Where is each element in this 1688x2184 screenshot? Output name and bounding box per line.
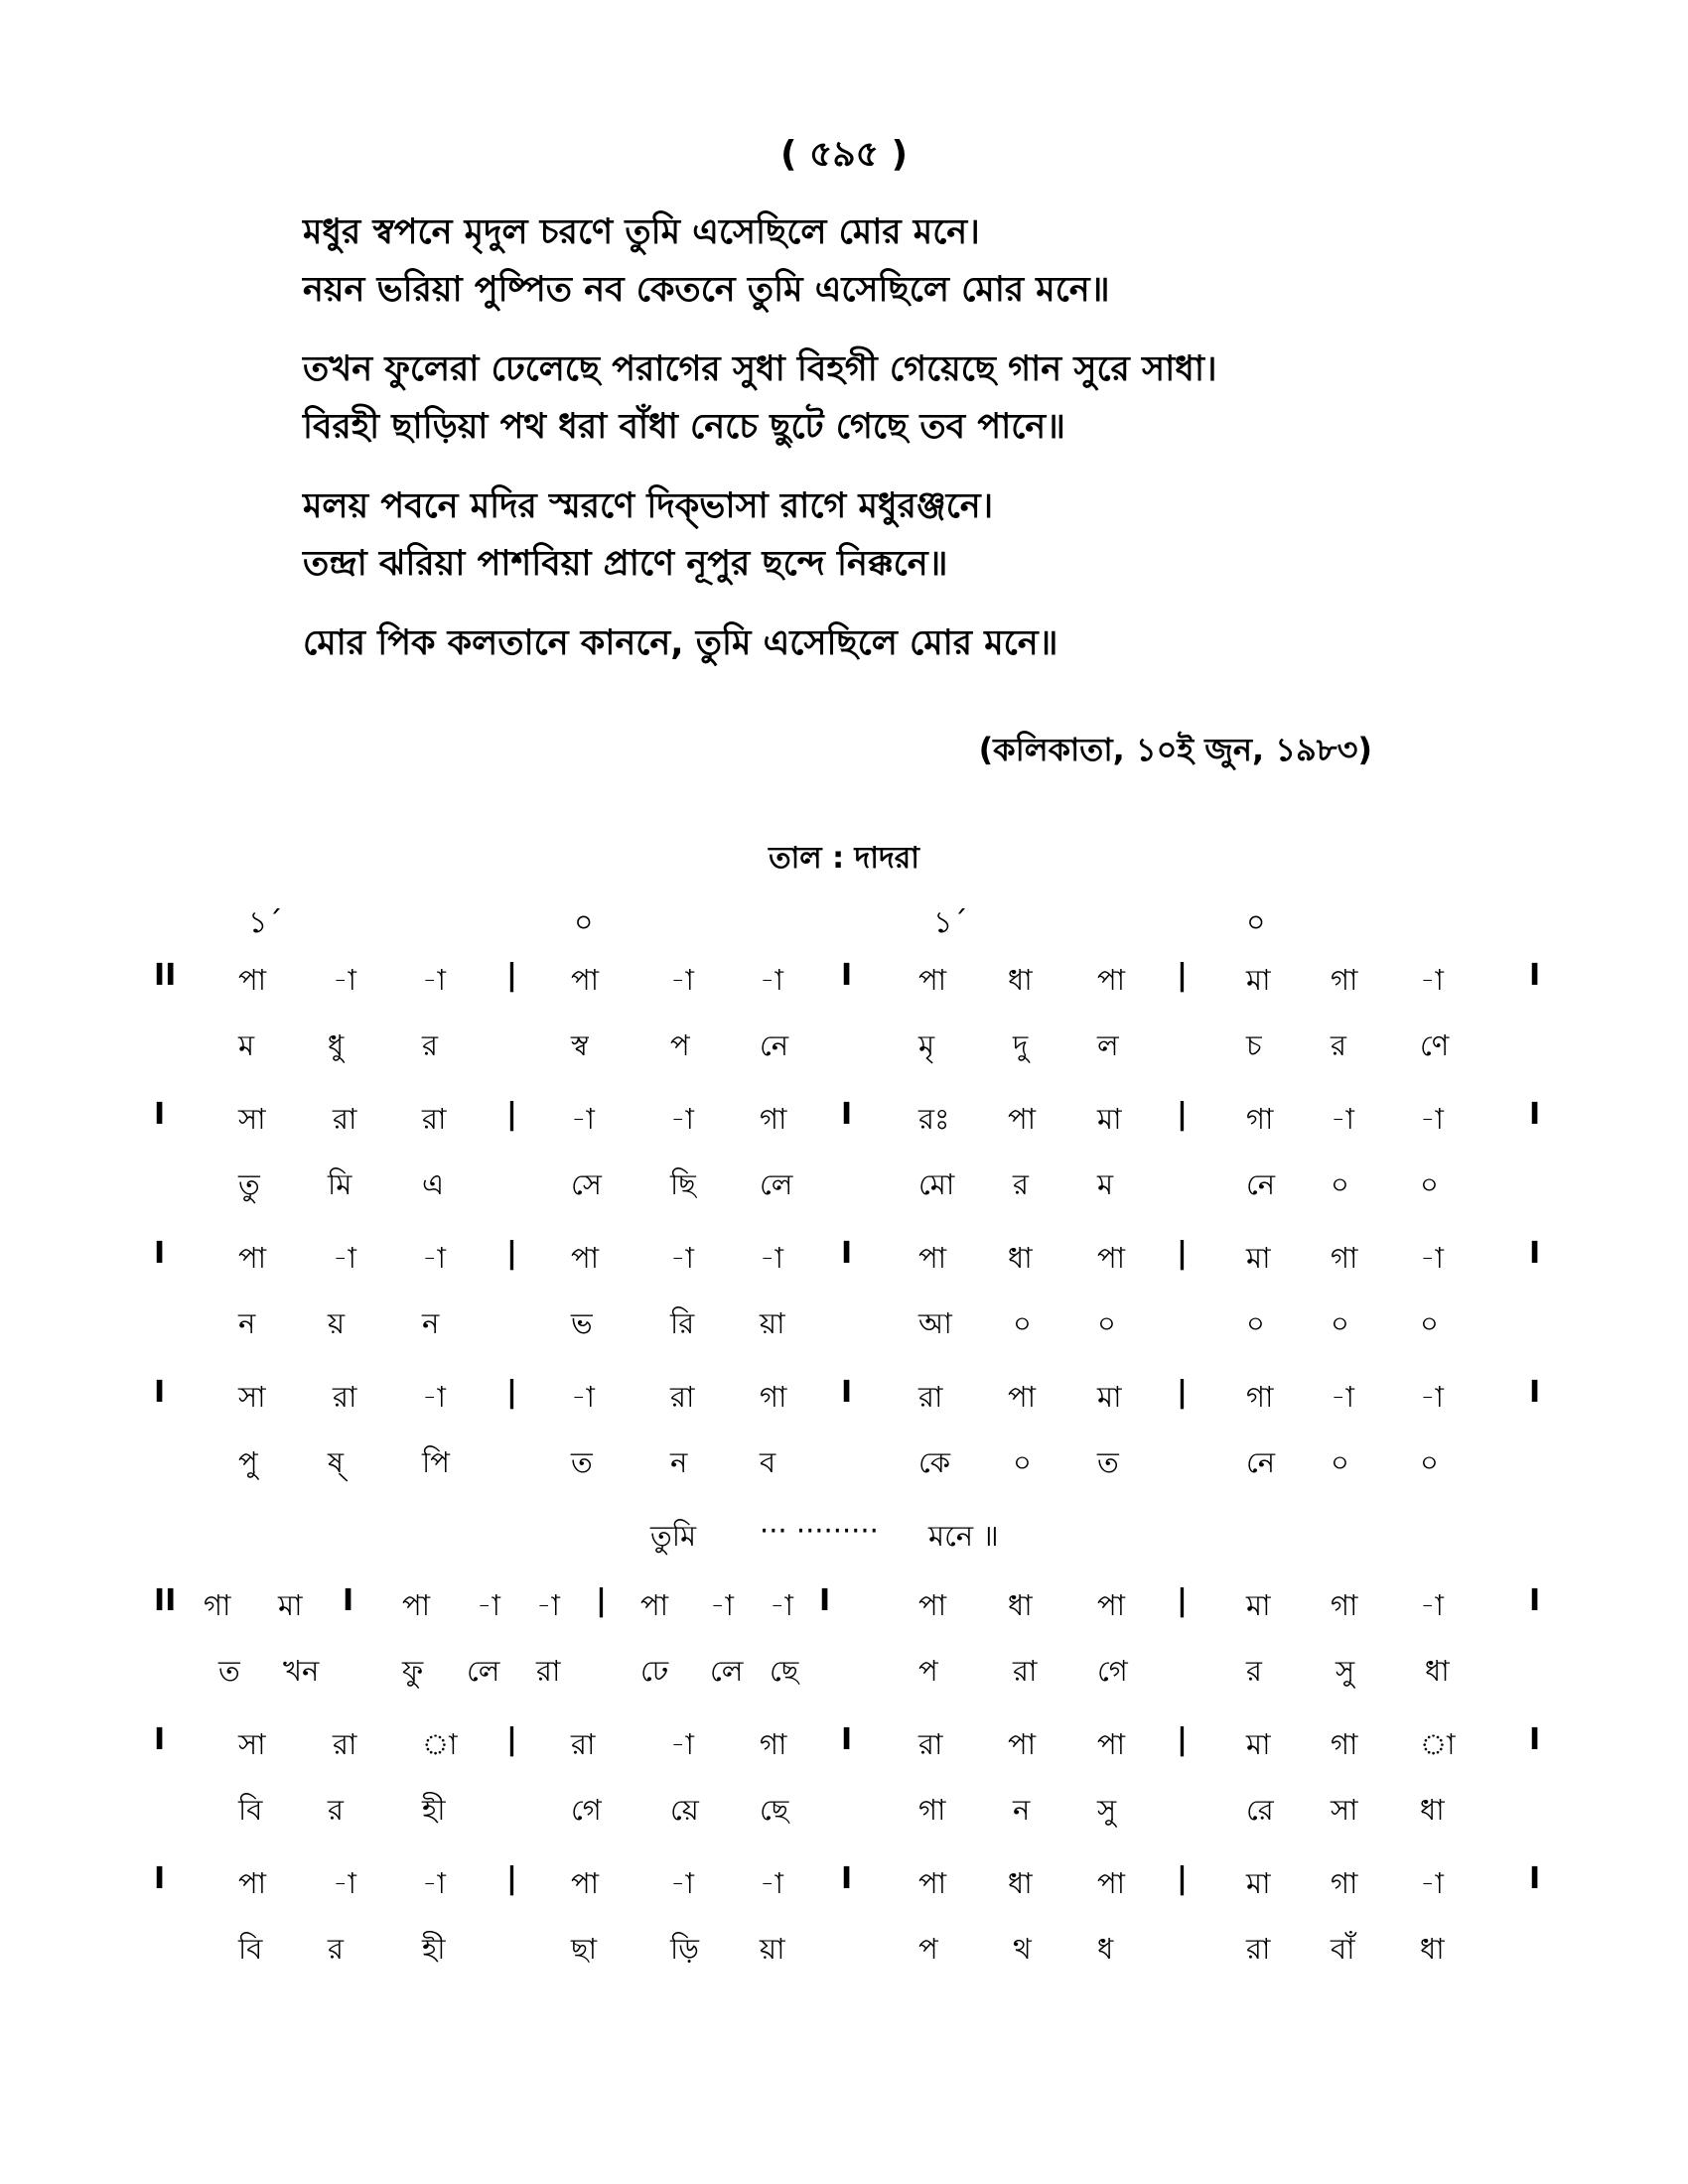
- swara-note: পা: [1008, 1102, 1037, 1136]
- swara-note: রা: [333, 1102, 357, 1136]
- bar-line: |: [506, 958, 517, 993]
- lyric-syllable: হী: [422, 1932, 446, 1966]
- lyric-syllable: নে: [1246, 1445, 1276, 1479]
- swara-note: রা: [918, 1380, 943, 1414]
- swara-note: সা: [238, 1727, 266, 1761]
- lyric-syllable: লে: [710, 1654, 744, 1688]
- lyric-syllable: মি: [328, 1167, 352, 1201]
- lyric-syllable: বাঁ: [1331, 1932, 1355, 1966]
- bar-line: I: [154, 1236, 166, 1271]
- lyric-syllable: ধা: [1425, 1654, 1450, 1688]
- swara-note: গা: [1331, 963, 1358, 997]
- swara-note: পা: [402, 1588, 431, 1622]
- swara-note: গা: [204, 1588, 231, 1622]
- swara-note: রঃ: [918, 1102, 950, 1136]
- bar-line: I: [841, 1722, 853, 1757]
- swara-note: পা: [1008, 1727, 1037, 1761]
- swara-note: মা: [1097, 1380, 1122, 1414]
- lyric-syllable: প: [918, 1654, 938, 1688]
- lyric-syllable: য়া: [760, 1306, 785, 1340]
- swaralipi-notation: [154, 958, 1564, 2000]
- lyric-syllable: দু: [1013, 1028, 1029, 1062]
- swara-note: পা: [1097, 1727, 1126, 1761]
- lyric-line: বিরহী ছাড়িয়া পথ ধরা বাঁধা নেচে ছুটে গেছে তব পানে॥: [303, 407, 1065, 447]
- bar-line: I: [841, 958, 853, 993]
- swara-note: -া: [1331, 1102, 1354, 1136]
- lyric-syllable: ত: [218, 1654, 240, 1688]
- bar-line: |: [506, 1722, 517, 1757]
- lyric-syllable: লে: [467, 1654, 500, 1688]
- swara-note: সা: [238, 1102, 266, 1136]
- lyric-syllable: আ: [918, 1306, 952, 1340]
- lyric-line: নয়ন ভরিয়া পুষ্পিত নব কেতনে তুমি এসেছিলে মোর মনে॥: [303, 270, 1110, 310]
- lyric-syllable-row: [154, 1301, 1564, 1375]
- swara-row: [154, 1097, 1564, 1162]
- lyric-syllable: র: [1013, 1167, 1029, 1201]
- lyric-syllable-row: [154, 1162, 1564, 1236]
- swara-note: মা: [1246, 1727, 1271, 1761]
- swara-note: পা: [238, 1241, 267, 1275]
- lyric-syllable: পু: [238, 1445, 258, 1479]
- tala-title: তাল : দাদরা: [769, 841, 919, 876]
- lyric-syllable: ০: [1013, 1445, 1032, 1479]
- swara-note: পা: [1097, 1241, 1126, 1275]
- refrain-end: মনে ॥: [928, 1519, 999, 1553]
- swara-note: -া: [760, 963, 783, 997]
- lyric-syllable: বি: [238, 1793, 263, 1827]
- swara-note: ধা: [1008, 1241, 1033, 1275]
- lyric-syllable: নে: [760, 1028, 789, 1062]
- lyric-syllable: মৃ: [918, 1028, 935, 1062]
- lyric-syllable: য়: [328, 1306, 346, 1340]
- swara-note: পা: [918, 1866, 947, 1900]
- swara-note: -া: [477, 1588, 500, 1622]
- lyric-syllable: গে: [571, 1793, 602, 1827]
- lyric-syllable: স্ব: [571, 1028, 589, 1062]
- lyric-syllable: এ: [422, 1167, 445, 1201]
- swara-note: -া: [422, 1380, 446, 1414]
- lyric-line: মলয় পবনে মদির স্মরণে দিক্‌ভাসা রাগে মধুরঞ্জনে।: [303, 486, 994, 526]
- bar-line: I: [154, 1861, 166, 1896]
- lyric-syllable: ছি: [670, 1167, 696, 1201]
- lyric-syllable: ছে: [770, 1654, 799, 1688]
- stanza-4: [303, 614, 1445, 672]
- lyric-syllable: য়া: [760, 1932, 785, 1966]
- lyric-syllable-row: [154, 1024, 1564, 1097]
- bar-line: |: [1177, 1722, 1188, 1757]
- swara-note: পা: [571, 1241, 600, 1275]
- lyric-syllable: ধা: [1420, 1793, 1445, 1827]
- swara-note: গা: [1246, 1102, 1274, 1136]
- bar-line: I: [841, 1861, 853, 1896]
- swara-note: -া: [536, 1588, 560, 1622]
- bar-line: |: [596, 1583, 607, 1618]
- lyric-syllable: ম: [1097, 1167, 1114, 1201]
- lyric-syllable-row: [154, 1927, 1564, 2000]
- swara-note: পা: [1097, 1588, 1126, 1622]
- swara-note: -া: [1420, 1241, 1444, 1275]
- lyric-syllable: রি: [670, 1306, 695, 1340]
- tala-mark: ০: [574, 905, 594, 940]
- lyric-syllable: লে: [760, 1167, 793, 1201]
- swara-note: গা: [1246, 1380, 1274, 1414]
- lyric-syllable: য়ে: [670, 1793, 699, 1827]
- swara-note: -া: [760, 1241, 783, 1275]
- swara-note: -া: [1331, 1380, 1354, 1414]
- swara-note: -া: [760, 1866, 783, 1900]
- lyric-syllable: রা: [1246, 1932, 1271, 1966]
- lyric-syllable: ছে: [760, 1793, 789, 1827]
- swara-note: -া: [1420, 1866, 1444, 1900]
- swara-note: পা: [640, 1588, 669, 1622]
- lyric-syllable: ম: [238, 1028, 255, 1062]
- lyric-syllable: ন: [238, 1306, 256, 1340]
- lyric-syllable: ত: [571, 1445, 593, 1479]
- stanza-1: [303, 204, 1445, 319]
- swara-note: পা: [1008, 1380, 1037, 1414]
- lyric-syllable: রা: [1013, 1654, 1038, 1688]
- lyric-syllable-row: [154, 1649, 1564, 1722]
- swara-row: [154, 1722, 1564, 1788]
- bar-line: II: [154, 958, 177, 993]
- swara-note: -া: [670, 1241, 694, 1275]
- lyric-syllable: সু: [1336, 1654, 1355, 1688]
- lyric-syllable: ০: [1420, 1445, 1439, 1479]
- swara-note: গা: [1331, 1241, 1358, 1275]
- lyric-line: মোর পিক কলতানে কাননে, তুমি এসেছিলে মোর মনে॥: [303, 623, 1058, 663]
- bar-line: |: [506, 1375, 517, 1410]
- lyric-syllable: ০: [1420, 1306, 1439, 1340]
- bar-line: I: [841, 1375, 853, 1410]
- lyric-syllable: ড়ি: [670, 1932, 700, 1966]
- lyric-syllable: সা: [1331, 1793, 1358, 1827]
- swara-row: [154, 1583, 1564, 1649]
- lyric-syllable: গে: [1097, 1654, 1128, 1688]
- lyric-syllable: ভ: [571, 1306, 593, 1340]
- lyric-syllable: ০: [1097, 1306, 1116, 1340]
- lyric-syllable: প: [670, 1028, 690, 1062]
- lyric-syllable: ০: [1331, 1306, 1349, 1340]
- swara-note: -া: [1420, 1380, 1444, 1414]
- lyric-syllable: র: [328, 1793, 344, 1827]
- bar-line: |: [1177, 1236, 1188, 1271]
- lyric-syllable: র: [1331, 1028, 1346, 1062]
- bar-line: I: [1529, 1097, 1541, 1132]
- swara-note: মা: [1097, 1102, 1122, 1136]
- bar-line: I: [1529, 1583, 1541, 1618]
- lyric-syllable: ণে: [1420, 1028, 1450, 1062]
- lyric-syllable: ছা: [571, 1932, 597, 1966]
- lyric-syllable: ন: [670, 1445, 688, 1479]
- lyric-syllable: ০: [1331, 1167, 1349, 1201]
- song-lyrics: [303, 204, 1445, 694]
- lyric-syllable-row: [154, 1440, 1564, 1514]
- stanza-3: [303, 478, 1445, 593]
- lyric-syllable: সে: [571, 1167, 602, 1201]
- bar-line: I: [1529, 1722, 1541, 1757]
- swara-note: রা: [333, 1727, 357, 1761]
- lyric-syllable: বি: [238, 1932, 263, 1966]
- swara-note: া: [1420, 1727, 1456, 1761]
- swara-note: ধা: [1008, 1588, 1033, 1622]
- swara-note: -া: [1420, 1588, 1444, 1622]
- lyric-syllable: ন: [422, 1306, 440, 1340]
- swara-note: ধা: [1008, 1866, 1033, 1900]
- swara-note: -া: [1420, 1102, 1444, 1136]
- swara-note: -া: [670, 1102, 694, 1136]
- swara-note: পা: [918, 963, 947, 997]
- lyric-syllable: নে: [1246, 1167, 1276, 1201]
- swara-note: পা: [238, 963, 267, 997]
- swara-note: মা: [1246, 963, 1271, 997]
- lyric-syllable: ০: [1246, 1306, 1265, 1340]
- swara-note: -া: [571, 1102, 595, 1136]
- bar-line: I: [841, 1097, 853, 1132]
- swara-note: পা: [1097, 963, 1126, 997]
- swara-note: রা: [422, 1102, 447, 1136]
- swara-note: -া: [770, 1588, 793, 1622]
- bar-line: I: [154, 1375, 166, 1410]
- lyric-syllable: খন: [283, 1654, 320, 1688]
- bar-line: |: [1177, 1861, 1188, 1896]
- lyric-syllable: ধা: [1420, 1932, 1445, 1966]
- swara-note: সা: [238, 1380, 266, 1414]
- lyric-syllable: র: [328, 1932, 344, 1966]
- bar-line: I: [1529, 958, 1541, 993]
- swara-note: পা: [918, 1241, 947, 1275]
- swara-note: গা: [1331, 1866, 1358, 1900]
- lyric-syllable: ০: [1420, 1167, 1439, 1201]
- page-number: ( ৫৯৫ ): [779, 134, 909, 175]
- swara-note: গা: [760, 1727, 787, 1761]
- lyric-syllable: প: [918, 1932, 938, 1966]
- tala-marks: [0, 898, 1688, 948]
- swara-row: [154, 958, 1564, 1024]
- swara-note: -া: [710, 1588, 734, 1622]
- lyric-syllable: কে: [918, 1445, 951, 1479]
- swara-note: -া: [422, 963, 446, 997]
- lyric-syllable: ঢে: [640, 1654, 669, 1688]
- refrain-line: [154, 1514, 1564, 1583]
- swara-note: গা: [760, 1380, 787, 1414]
- lyric-syllable: সু: [1097, 1793, 1117, 1827]
- lyric-syllable: তু: [238, 1167, 260, 1201]
- bar-line: I: [154, 1097, 166, 1132]
- refrain-start: তুমি: [650, 1519, 697, 1553]
- swara-note: পা: [238, 1866, 267, 1900]
- bar-line: I: [841, 1236, 853, 1271]
- lyric-syllable: রে: [1246, 1793, 1274, 1827]
- lyric-syllable: ধ: [1097, 1932, 1114, 1966]
- bar-line: I: [1529, 1375, 1541, 1410]
- bar-line: |: [1177, 1097, 1188, 1132]
- bar-line: |: [506, 1097, 517, 1132]
- bar-line: I: [154, 1722, 166, 1757]
- lyric-syllable: চ: [1246, 1028, 1262, 1062]
- bar-line: |: [506, 1236, 517, 1271]
- swara-note: গা: [760, 1102, 787, 1136]
- lyric-line: মধুর স্বপনে মৃদুল চরণে তুমি এসেছিলে মোর মনে।: [303, 212, 980, 252]
- lyric-syllable: ষ্‌: [328, 1445, 344, 1479]
- bar-line: II: [154, 1583, 177, 1618]
- lyric-syllable: ফু: [402, 1654, 424, 1688]
- tala-mark: ১´: [933, 905, 968, 940]
- tala-mark: ১´: [248, 905, 283, 940]
- lyric-syllable: থ: [1013, 1932, 1032, 1966]
- lyric-syllable: পি: [422, 1445, 450, 1479]
- bar-line: I: [819, 1583, 831, 1618]
- swara-note: পা: [1097, 1866, 1126, 1900]
- bar-line: I: [1529, 1236, 1541, 1271]
- swara-note: -া: [422, 1241, 446, 1275]
- bar-line: |: [1177, 958, 1188, 993]
- lyric-syllable: ০: [1331, 1445, 1349, 1479]
- bar-line: |: [506, 1861, 517, 1896]
- swara-row: [154, 1236, 1564, 1301]
- lyric-syllable: ল: [1097, 1028, 1119, 1062]
- lyric-syllable: র: [1246, 1654, 1262, 1688]
- tala-mark: ০: [1246, 905, 1266, 940]
- lyric-syllable: র: [422, 1028, 438, 1062]
- place-date-attribution: (কলিকাতা, ১০ই জুন, ১৯৮৩): [978, 731, 1372, 768]
- swara-note: গা: [1331, 1588, 1358, 1622]
- swara-note: -া: [670, 1866, 694, 1900]
- swara-note: -া: [333, 1241, 356, 1275]
- lyric-syllable: ০: [1013, 1306, 1032, 1340]
- lyric-syllable-row: [154, 1788, 1564, 1861]
- lyric-syllable: ত: [1097, 1445, 1119, 1479]
- lyric-syllable: হী: [422, 1793, 446, 1827]
- swara-note: -া: [571, 1380, 595, 1414]
- swara-note: -া: [1420, 963, 1444, 997]
- lyric-syllable: রা: [536, 1654, 561, 1688]
- swara-note: রা: [670, 1380, 695, 1414]
- swara-note: রা: [333, 1380, 357, 1414]
- swara-note: রা: [571, 1727, 596, 1761]
- swara-note: মা: [278, 1588, 303, 1622]
- swara-note: পা: [571, 1866, 600, 1900]
- bar-line: I: [1529, 1861, 1541, 1896]
- lyric-syllable: ন: [1013, 1793, 1031, 1827]
- lyric-syllable: ব: [760, 1445, 776, 1479]
- swara-note: -া: [422, 1866, 446, 1900]
- swara-note: -া: [333, 963, 356, 997]
- swara-note: পা: [571, 963, 600, 997]
- lyric-syllable: ধু: [328, 1028, 345, 1062]
- swara-note: পা: [918, 1588, 947, 1622]
- bar-line: |: [1177, 1583, 1188, 1618]
- swara-row: [154, 1375, 1564, 1440]
- swara-note: -া: [670, 1727, 694, 1761]
- refrain-dots: ··· ·········: [760, 1514, 879, 1548]
- swara-note: মা: [1246, 1241, 1271, 1275]
- swara-note: মা: [1246, 1588, 1271, 1622]
- lyric-line: তন্দ্রা ঝরিয়া পাশবিয়া প্রাণে নূপুর ছন্দে নিক্কনে॥: [303, 544, 948, 584]
- swara-note: মা: [1246, 1866, 1271, 1900]
- bar-line: I: [343, 1583, 354, 1618]
- swara-row: [154, 1861, 1564, 1927]
- swara-note: রা: [918, 1727, 943, 1761]
- swara-note: া: [422, 1727, 458, 1761]
- swara-note: -া: [670, 963, 694, 997]
- stanza-2: [303, 341, 1445, 456]
- bar-line: |: [1177, 1375, 1188, 1410]
- swara-note: গা: [1331, 1727, 1358, 1761]
- lyric-line: তখন ফুলেরা ঢেলেছে পরাগের সুধা বিহগী গেয়েছে গান সুরে সাধা।: [303, 349, 1217, 389]
- lyric-syllable: গা: [918, 1793, 946, 1827]
- swara-note: ধা: [1008, 963, 1033, 997]
- lyric-syllable: মো: [918, 1167, 955, 1201]
- swara-note: -া: [333, 1866, 356, 1900]
